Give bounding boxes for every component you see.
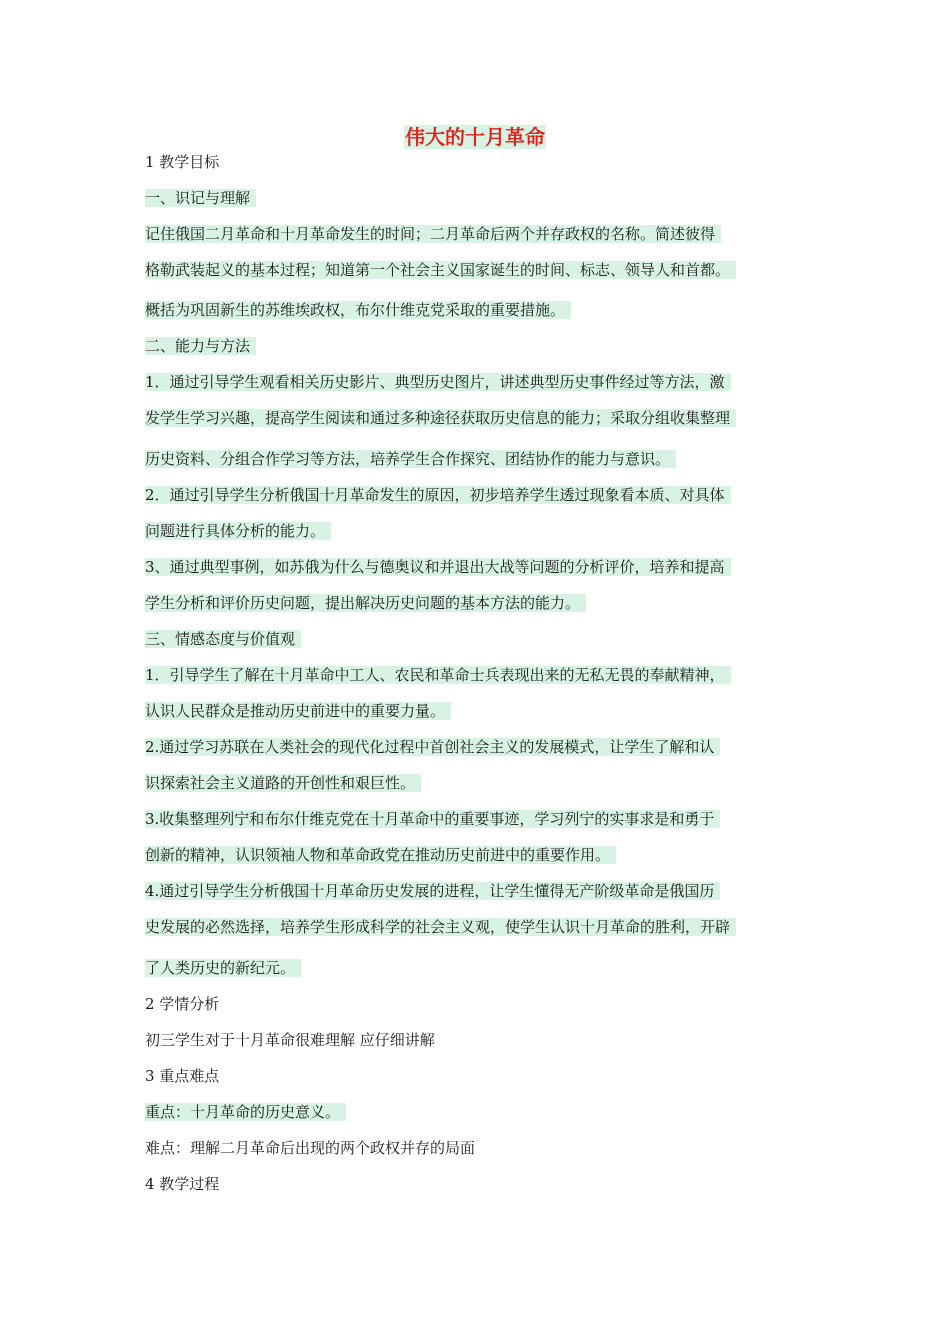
paragraph-line: 史发展的必然选择，培养学生形成科学的社会主义观，使学生认识十月革命的胜利，开辟 [145,916,736,938]
heading-knowledge: 一、识记与理解 [145,187,256,209]
paragraph-line: 发学生学习兴趣，提高学生阅读和通过多种途径获取历史信息的能力；采取分组收集整理 [145,407,736,429]
paragraph-line: 重点：十月革命的历史意义。 [145,1101,346,1123]
paragraph-line: 初三学生对于十月革命很难理解 应仔细讲解 [145,1031,435,1049]
paragraph-line: 创新的精神，认识领袖人物和革命政党在推动历史前进中的重要作用。 [145,844,616,866]
paragraph-line: 2．通过引导学生分析俄国十月革命发生的原因，初步培养学生透过现象看本质、对具体 [145,484,731,506]
heading-ability: 二、能力与方法 [145,335,256,357]
paragraph-line: 记住俄国二月革命和十月革命发生的时间；二月革命后两个并存政权的名称。简述彼得 [145,223,721,245]
section-teaching-goals: 1 教学目标 [145,153,220,171]
paragraph-line: 历史资料、分组合作学习等方法，培养学生合作探究、团结协作的能力与意识。 [145,448,676,470]
section-teaching-process: 4 教学过程 [145,1175,220,1193]
paragraph-line: 3.收集整理列宁和布尔什维克党在十月革命中的重要事迹，学习列宁的实事求是和勇于 [145,808,720,830]
paragraph-line: 学生分析和评价历史问题，提出解决历史问题的基本方法的能力。 [145,592,586,614]
paragraph-line: 难点：理解二月革命后出现的两个政权并存的局面 [145,1139,476,1157]
document-title: 伟大的十月革命 [405,125,545,149]
section-student-analysis: 2 学情分析 [145,995,220,1013]
paragraph-line: 认识人民群众是推动历史前进中的重要力量。 [145,700,451,722]
paragraph-line: 格勒武装起义的基本过程；知道第一个社会主义国家诞生的时间、标志、领导人和首都。 [145,259,736,281]
paragraph-line: 2.通过学习苏联在人类社会的现代化过程中首创社会主义的发展模式，让学生了解和认 [145,736,720,758]
paragraph-line: 识探索社会主义道路的开创性和艰巨性。 [145,772,421,794]
paragraph-line: 4.通过引导学生分析俄国十月革命历史发展的进程，让学生懂得无产阶级革命是俄国历 [145,880,720,902]
paragraph-line: 问题进行具体分析的能力。 [145,520,331,542]
heading-values: 三、情感态度与价值观 [145,628,301,650]
section-key-points: 3 重点难点 [145,1067,220,1085]
paragraph-line: 概括为巩固新生的苏维埃政权，布尔什维克党采取的重要措施。 [145,299,571,321]
paragraph-line: 了人类历史的新纪元。 [145,957,301,979]
paragraph-line: 3、通过典型事例，如苏俄为什么与德奥议和并退出大战等问题的分析评价，培养和提高 [145,556,731,578]
paragraph-line: 1．通过引导学生观看相关历史影片、典型历史图片，讲述典型历史事件经过等方法，激 [145,371,731,393]
paragraph-line: 1．引导学生了解在十月革命中工人、农民和革命士兵表现出来的无私无畏的奉献精神， [145,664,731,686]
